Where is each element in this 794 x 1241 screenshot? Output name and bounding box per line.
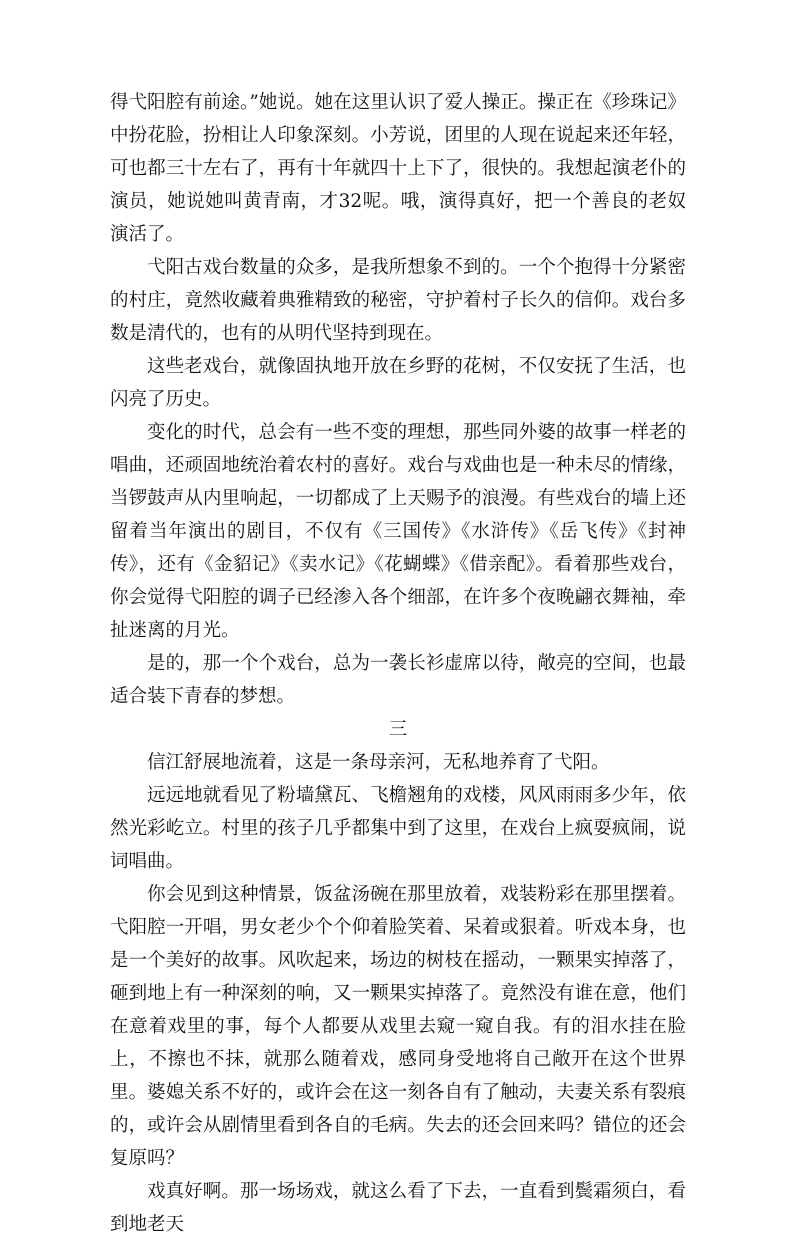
paragraph-old-stages: 这些老戏台，就像固执地开放在乡野的花树，不仅安抚了生活，也闪亮了历史。 [110,356,686,410]
paragraph-changing-times: 变化的时代，总会有一些不变的理想，那些同外婆的故事一样老的唱曲，还顽固地统治着农村的喜好。戏台与戏曲也是一种未尽的情缘，当锣鼓声从内里响起，一切都成了上天赐予的浪漫。有些戏台的墙上还留着当年演出的剧目，不仅有《三国传》《水浒传》《岳飞传》《封神传》，还有《金貂记》《卖水记》《花蝴蝶》《借亲配》。看着那些戏台，你会觉得弋阳腔的调子已经渗入各个细部，在许多个夜晚翩衣舞袖，牵扯迷离的月光。 [110,422,686,641]
paragraph-opera-stages: 弋阳古戏台数量的众多，是我所想象不到的。一个个抱得十分紧密的村庄，竟然收藏着典雅精致的秘密，守护着村子长久的信仰。戏台多数是清代的，也有的从明代坚持到现在。 [110,257,686,344]
paragraph-watching-on: 戏真好啊。那一场场戏，就这么看了下去，一直看到鬓霜须白，看到地老天 [110,1181,686,1235]
paragraph-youth-dreams: 是的，那一个个戏台，总为一袭长衫虚席以待，敞亮的空间，也最适合装下青春的梦想。 [110,653,686,707]
paragraph-opera-house: 远远地就看见了粉墙黛瓦、飞檐翘角的戏楼，风风雨雨多少年，依然光彩屹立。村里的孩子几乎都集中到了这里，在戏台上疯耍疯闹，说词唱曲。 [110,785,686,872]
paragraph-audience-scene: 你会见到这种情景，饭盆汤碗在那里放着，戏装粉彩在那里摆着。弋阳腔一开唱，男女老少个个仰着脸笑着、呆着或狠着。听戏本身，也是一个美好的故事。风吹起来，场边的树枝在摇动，一颗果实掉落了，砸到地上有一种深刻的响，又一颗果实掉落了。竟然没有谁在意，他们在意着戏里的事，每个人都要从戏里去窥一窥自我。有的泪水挂在脸上，不擦也不抹，就那么随着戏，感同身受地将自己敞开在这个世界里。婆媳关系不好的，或许会在这一刻各自有了触动，夫妻关系有裂痕的，或许会从剧情里看到各自的毛病。失去的还会回来吗？错位的还会复原吗？ [110,884,686,1169]
paragraph-continued: 得弋阳腔有前途。”她说。她在这里认识了爱人操正。操正在《珍珠记》中扮花脸，扮相让人印象深刻。小芳说，团里的人现在说起来还年轻，可也都三十左右了，再有十年就四十上下了，很快的。我想起演老仆的演员，她说她叫黄青南，才32呢。哦，演得真好，把一个善良的老奴演活了。 [110,92,686,245]
paragraph-xinjiang-river: 信江舒展地流着，这是一条母亲河，无私地养育了弋阳。 [147,752,610,773]
section-number: 三 [388,719,408,740]
document-page [110,86,686,1241]
